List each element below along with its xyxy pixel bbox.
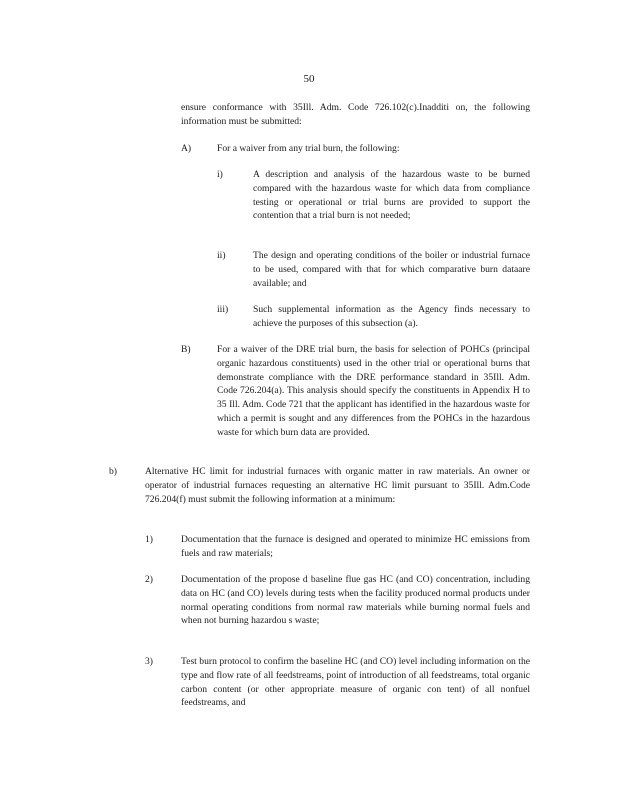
section-a-label: A) xyxy=(181,143,192,154)
item-1-text: Documentation that the furnace is designed and operated to minimize HC emissions from fuels and raw materials; xyxy=(181,534,530,559)
item-1-label: 1) xyxy=(145,534,153,545)
section-a-text: For a waiver from any trial burn, the following: xyxy=(217,143,400,154)
item-i-label: i) xyxy=(217,169,223,180)
item-i-text: A description and analysis of the hazardous waste to be burned compared with the hazardous waste for which data from compliance testing or operational or trial burns are provided to support the contention that a trial burn is not needed; xyxy=(253,169,530,222)
subsection-b-label: b) xyxy=(109,466,117,477)
item-ii-text: The design and operating conditions of the boiler or industrial furnace to be used, compared with that for which comparative burn dataare available; and xyxy=(253,250,530,289)
subsection-b-text: Alternative HC limit for industrial furnaces with organic matter in raw materials. An owner or operator of industrial furnaces requesting an alternative HC limit pursuant to 35Ill. Adm.Code 726.204(f) must submit the following information at a minimum: xyxy=(145,466,530,505)
item-2-text: Documentation of the propose d baseline flue gas HC (and CO) concentration, including data on HC (and CO) levels during tests when the facility produced normal products under normal operating conditions from normal raw materials while burning normal fuels and when not burning hazardou s waste; xyxy=(181,574,530,627)
item-iii-text: Such supplemental information as the Agency finds necessary to achieve the purposes of this subsection (a). xyxy=(253,304,530,329)
item-iii-label: iii) xyxy=(217,304,229,315)
item-3-text: Test burn protocol to confirm the baseline HC (and CO) level including information on the type and flow rate of all feedstreams, point of introduction of all feedstreams, total organic carbon content (or other appropriate measure of organic con tent) of all nonfuel feedstreams, and xyxy=(181,656,530,709)
section-b-text: For a waiver of the DRE trial burn, the basis for selection of POHCs (principal organic hazardous constituents) used in the other trial or operational burns that demonstrate compliance with the DRE performance standard in 35Ill. Adm. Code 726.204(a). This analysis should specify the constituents in Appendix H to 35 Ill. Adm. Code 721 that the applicant has identified in the hazardous waste for which a permit is sought and any differences from the POHCs in the hazardous waste for which burn data are provided. xyxy=(217,344,530,438)
item-ii-label: ii) xyxy=(217,250,226,261)
intro-paragraph: ensure conformance with 35Ill. Adm. Code 726.102(c).Inadditi on, the following information must be submitted: xyxy=(181,102,530,127)
section-b-label: B) xyxy=(181,344,191,355)
item-3-label: 3) xyxy=(145,656,153,667)
page-number: 50 xyxy=(303,73,315,85)
item-2-label: 2) xyxy=(145,574,153,585)
